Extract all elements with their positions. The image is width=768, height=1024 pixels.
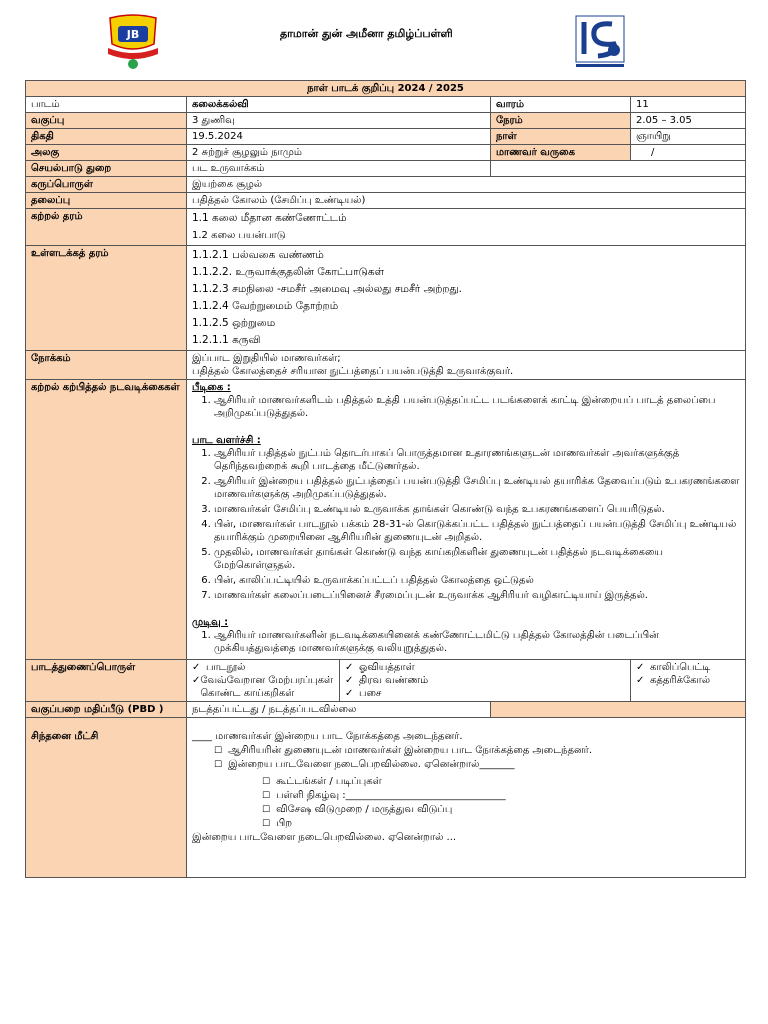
class-value: 3 துணிவு [187,113,491,129]
objective-line: இப்பாட இறுதியில் மாணவர்கள்; [192,353,341,364]
step-item: 1. ஆசிரியர் பதித்தல் நுட்பம் தொடர்பாகப் பொருத்தமான உதாரணங்களுடன் மாணவர்கள் அவர்களுக்குத் தெரிந்தவற்றைக் கூறி பாடத்தை மீட்டுணர்தல். [214,447,740,473]
learning-standard-list [187,246,746,351]
date-value: 19.5.2024 [187,129,491,145]
school-crest-logo [104,14,162,70]
page-header [0,0,768,78]
learning-standard-item: 1.1.2.4 வேற்றுமைம் தோற்றம் [192,300,339,312]
attendance-label: மாணவர் வருகை [491,145,631,161]
topic-value: பதித்தல் கோலம் (சேமிப்பு உண்டியல்) [187,193,746,209]
materials-column-1 [187,660,340,702]
learning-standard-item: 1.1.2.5 ஒற்றுமை [192,317,276,329]
time-label: நேரம் [491,113,631,129]
checkbox-icon[interactable]: ☐ [262,805,271,815]
learning-standard-label: உள்ளடக்கத் தரம் [26,246,187,351]
step-item: 6. பின், காலிப்பட்டியில் உருவாக்கப்பட்டப் பதித்தல் கோலத்தை ஒட்டுதல் [214,574,740,587]
reflection-label: சிந்தனை மீட்சி [26,718,187,878]
unit-value: 2 சுற்றுச் சூழலும் நாமும் [187,145,491,161]
day-value: ஞாயிறு [631,129,746,145]
step-item: 1. ஆசிரியர் மாணவர்களின் நடவடிக்கையினைக் கண்ணோட்டமிட்டு பதித்தல் கோலத்தின் படைப்பின் முக்கியத்துவத்தை மாணவர்களுக்கு வலியுறுத்துதல். [214,629,740,655]
plan-title: நாள் பாடக் குறிப்பு 2024 / 2025 [26,81,746,97]
step-item: 7. மாணவர்கள் கலைப்படைப்பினைச் சீரமைப்புடன் உருவாக்க ஆசிரியர் வழிகாட்டியாய் இருத்தல். [214,589,740,602]
reflection-suboption: ☐ கூட்டங்கள் / படிப்புகள் [262,776,382,787]
date-label: திகதி [26,129,187,145]
content-standard-item: 1.1 கலை மீதான கண்ணோட்டம் [192,212,347,224]
subject-label: பாடம் [26,97,187,113]
check-icon: ✓ [345,688,354,699]
area-label: செயல்பாடு துறை [26,161,187,177]
materials-label: பாடத்துணைப்பொருள் [26,660,187,702]
learning-standard-item: 1.2.1.1 கருவி [192,334,261,346]
theme-value: இயற்கை சூழல் [187,177,746,193]
materials-column-2 [340,660,631,702]
class-label: வகுப்பு [26,113,187,129]
objective-line: பதித்தல் கோலத்தைச் சரியான நுட்பத்தைப் பயன்படுத்தி உருவாக்குவர். [192,366,514,377]
intro-steps [192,394,740,420]
step-item: 2. ஆசிரியர் இன்றைய பதித்தல் நுட்பத்தைப் பயன்படுத்தி சேமிப்பு உண்டியல் தயாரிக்க தேவைப்படும் உபகரணங்களை மாணவர்களுக்கு அறிமுகப்படுத்துதல். [214,475,740,501]
reflection-content [187,718,746,878]
step-item: 5. முதலில், மாணவர்கள் தாங்கள் கொண்டு வந்த காய்கறிகளின் துணையுடன் பதித்தல் நடவடிக்கையை மேற்கொள்ளுதல். [214,546,740,572]
checkbox-icon[interactable]: ☐ [262,777,271,787]
content-standard-list [187,209,746,246]
week-label: வாரம் [491,97,631,113]
material-item: ✓ பாடநூல் [192,662,246,673]
closing-steps [192,629,740,655]
check-icon: ✓ [636,662,645,673]
district-logo [574,14,626,70]
objective-label: நோக்கம் [26,351,187,380]
learning-standard-item: 1.1.2.2. உருவாக்குதலின் கோட்பாடுகள் [192,266,385,278]
checkbox-icon[interactable]: ☐ [262,791,271,801]
reflection-option: ☐ ஆசிரியரின் துணையுடன் மாணவர்கள் இன்றைய பாட நோக்கத்தை அடைந்தனர். [214,745,593,756]
activities-label: கற்றல் கற்பித்தல் நடவடிக்கைகள் [26,380,187,660]
assessment-label: வகுப்பறை மதிப்பீடு (PBD ) [26,702,187,718]
material-item: ✓ காலிப்பெட்டி [636,662,711,673]
development-heading: பாட வளர்ச்சி : [192,435,261,446]
check-icon: ✓ [345,662,354,673]
topic-label: தலைப்பு [26,193,187,209]
step-item: 1. ஆசிரியர் மாணவர்களிடம் பதித்தல் உத்தி பயன்படுத்தப்பட்ட படங்களைக் காட்டி இன்றையப் பாடத் தலைப்பை அறிமுகப்படுத்துதல். [214,394,740,420]
time-value: 2.05 – 3.05 [631,113,746,129]
checkbox-icon[interactable]: ☐ [214,746,223,756]
material-item: ✓ பசை [345,688,382,699]
checkbox-icon[interactable]: ☐ [214,760,223,770]
day-label: நாள் [491,129,631,145]
week-value: 11 [631,97,746,113]
attendance-value: / [631,145,746,161]
development-steps [192,447,740,602]
svg-text:JB: JB [126,28,140,41]
check-icon: ✓ [345,675,354,686]
content-standard-label: கற்றல் தரம் [26,209,187,246]
check-icon: ✓ [192,662,201,673]
check-icon: ✓ [192,675,201,686]
school-name: தாமான் துன் அமீனா தமிழ்ப்பள்ளி [280,27,453,40]
reflection-line: ____ மாணவர்கள் இன்றைய பாட நோக்கத்தை அடைந்தனர். [192,731,463,742]
area-value: பட உருவாக்கம் [187,161,491,177]
intro-heading: பீடிகை : [192,382,231,393]
checkbox-icon[interactable]: ☐ [262,819,271,829]
subject-value: கலைக்கல்வி [187,97,491,113]
material-item: ✓ திரவ வண்ணம் [345,675,429,686]
lesson-plan-table [25,80,746,878]
reflection-suboption: ☐ விசேஷ விடுமுறை / மருத்துவ விடுப்பு [262,804,453,815]
material-item: ✓ ஓவியத்தாள் [345,662,415,673]
activities-content [187,380,746,660]
step-item: 3. மாணவர்கள் சேமிப்பு உண்டியல் உருவாக்க தாங்கள் கொண்டு வந்த உபகரணங்களைப் பெயரிடுதல். [214,503,740,516]
learning-standard-item: 1.1.2.3 சமநிலை -சமசீர் அமைவு அல்லது சமசீர் அற்றது. [192,283,463,295]
unit-label: அலகு [26,145,187,161]
material-item: ✓ வேவ்வேறான மேற்பரப்புகள் கொண்ட காய்கறிகள் [192,675,334,699]
step-item: 4. பின், மாணவர்கள் பாடநூல் பக்கம் 28-31-ல் கொடுக்கப்பட்ட பதித்தல் நுட்பத்தைப் பயன்படுத்தி சேமிப்பு உண்டியல் தயாரிக்கும் முறையினை ஆசிரியரின் துணையுடன் அறிதல். [214,518,740,544]
check-icon: ✓ [636,675,645,686]
materials-column-3 [631,660,746,702]
theme-label: கருப்பொருள் [26,177,187,193]
content-standard-item: 1.2 கலை பயன்பாடு [192,230,286,241]
closing-heading: முடிவு : [192,617,229,628]
reflection-suboption: ☐ பிற [262,818,293,829]
material-item: ✓ கத்தரிக்கோல் [636,675,711,686]
learning-standard-item: 1.1.2.1 பல்வகை வண்ணம் [192,249,324,261]
assessment-value: நடத்தப்பட்டது / நடத்தப்படவில்லை [187,702,491,718]
reflection-line: இன்றைய பாடவேளை நடைபெறவில்லை. ஏனென்றால் ... [192,832,457,843]
objective-text [187,351,746,380]
reflection-suboption: ☐ பள்ளி நிகழ்வு :________________________________ [262,790,506,801]
reflection-option: ☐ இன்றைய பாடவேளை நடைபெறவில்லை. ஏனென்றால்_______ [214,759,515,770]
